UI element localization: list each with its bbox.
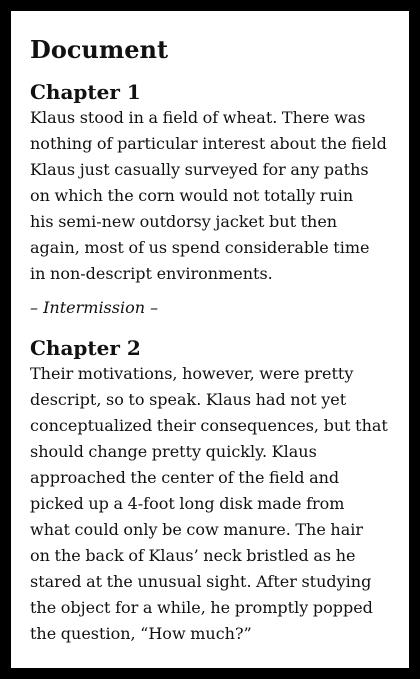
- chapter-2: [30, 335, 390, 647]
- chapter-2-paragraph: [30, 361, 390, 647]
- text-line: picked up a 4-foot long disk made from: [30, 494, 345, 513]
- text-line: conceptualized their consequences, but that: [30, 416, 388, 435]
- text-line: on the back of Klaus’ neck bristled as he: [30, 546, 356, 565]
- text-line: Klaus stood in a field of wheat. There was: [30, 108, 366, 127]
- text-line: on which the corn would not totally ruin: [30, 186, 354, 205]
- text-line: again, most of us spend considerable time: [30, 238, 370, 257]
- text-line: the question, “How much?”: [30, 624, 252, 643]
- text-line: in non-descript environments.: [30, 264, 273, 283]
- chapter-1: [30, 79, 390, 287]
- text-line: nothing of particular interest about the field: [30, 134, 387, 153]
- text-line: should change pretty quickly. Klaus: [30, 442, 317, 461]
- intermission-divider: [30, 295, 390, 321]
- text-line: the object for a while, he promptly popped: [30, 598, 373, 617]
- text-line: stared at the unusual sight. After studying: [30, 572, 372, 591]
- chapter-2-title: Chapter 2: [30, 336, 141, 360]
- intermission-label: Intermission: [43, 298, 146, 317]
- intermission-dash-left: –: [30, 298, 38, 317]
- intermission-dash-right: –: [150, 298, 159, 317]
- document-title: Document: [30, 35, 169, 64]
- text-line: Klaus just casually surveyed for any paths: [30, 160, 369, 179]
- text-line: descript, so to speak. Klaus had not yet: [30, 390, 347, 409]
- text-line: approached the center of the field and: [30, 468, 340, 487]
- text-line: his semi-new outdorsy jacket but then: [30, 212, 338, 231]
- chapter-1-paragraph: [30, 105, 390, 287]
- text-line: what could only be cow manure. The hair: [30, 520, 363, 539]
- document-page: [11, 11, 409, 668]
- text-line: Their motivations, however, were pretty: [30, 364, 354, 383]
- chapter-1-title: Chapter 1: [30, 80, 141, 104]
